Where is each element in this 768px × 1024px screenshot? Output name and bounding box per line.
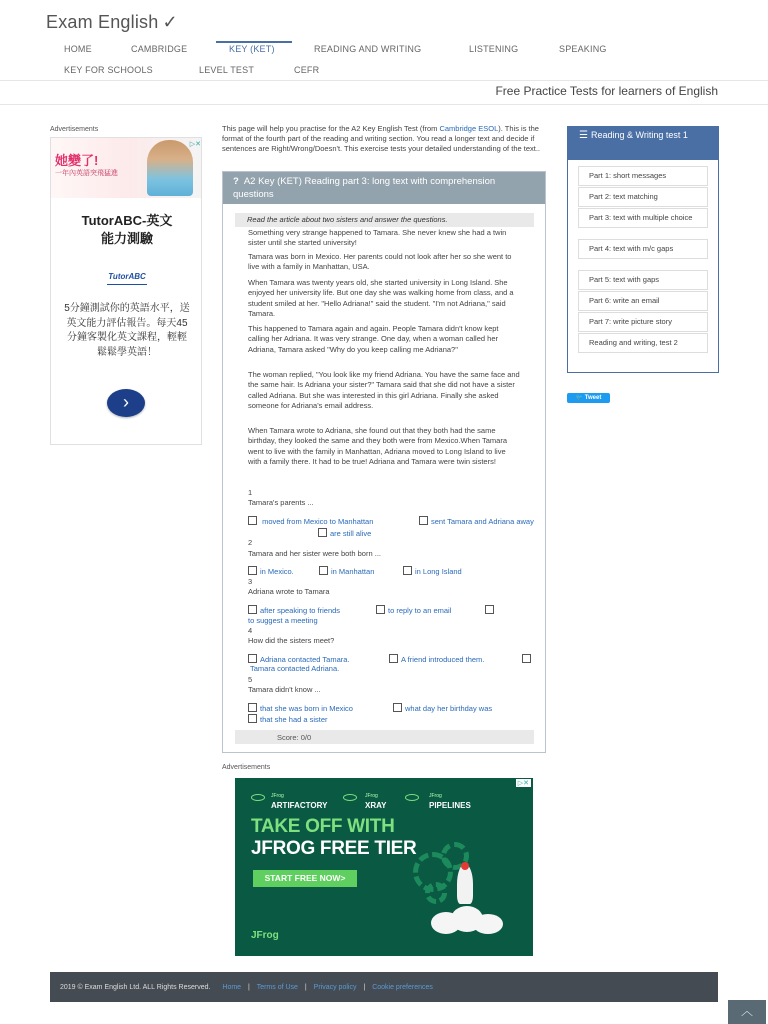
article-paragraph: Tamara was born in Mexico. Her parents could not look after her so she went to live with a family in Manhattan, USA.	[248, 252, 512, 272]
score-display: Score: 0/0	[235, 730, 534, 744]
ad-person-image	[147, 140, 193, 196]
checkbox[interactable]	[485, 605, 494, 614]
smoke-cloud	[473, 914, 503, 934]
nav-level-test[interactable]: LEVEL TEST	[199, 65, 255, 75]
ad-banner-subtext: 一年內英語突飛猛進	[55, 170, 118, 177]
pipelines-icon	[405, 794, 419, 801]
product-label: JFrog XRAY	[365, 793, 387, 810]
checkbox[interactable]	[248, 654, 257, 663]
footer: 2019 © Exam English Ltd. ALL Rights Reserved. Home | Terms of Use | Privacy policy | Cookie preferences	[50, 972, 718, 1002]
question-number: 3	[248, 577, 253, 586]
adchoices-icon[interactable]: ▷✕	[517, 780, 529, 787]
header-divider	[0, 80, 768, 81]
question-text: Adriana wrote to Tamara	[248, 587, 330, 596]
checkbox[interactable]	[419, 516, 428, 525]
nav-home[interactable]: HOME	[64, 44, 92, 54]
footer-link-privacy[interactable]: Privacy policy	[313, 984, 357, 991]
bottom-ad[interactable]	[235, 778, 533, 956]
question-icon: ?	[233, 176, 239, 187]
checkbox[interactable]	[248, 714, 257, 723]
check-icon: ✓	[162, 12, 178, 32]
nav-listening[interactable]: LISTENING	[469, 44, 519, 54]
sidebar-item-part-7[interactable]: Part 7: write picture story	[578, 312, 708, 332]
answer-option[interactable]: to reply to an email	[376, 605, 451, 615]
sidebar-item-part-6[interactable]: Part 6: write an email	[578, 291, 708, 311]
intro-text	[222, 124, 544, 155]
sidebar-test-menu	[567, 126, 719, 373]
xray-icon	[343, 794, 357, 801]
ad-body: 5分鐘測試你的英語水平，送英文能力評估報告。每天45分鐘客製化英文課程，輕輕鬆鬆學英語！	[64, 303, 190, 358]
sidebar-header	[568, 127, 718, 160]
ad-banner-text: 她變了!	[55, 153, 99, 168]
test-instruction: Read the article about two sisters and answer the questions.	[235, 213, 534, 227]
answer-option[interactable]: Adriana contacted Tamara.	[248, 654, 350, 664]
checkbox[interactable]	[389, 654, 398, 663]
answer-option-text[interactable]: Tamara contacted Adriana.	[250, 664, 340, 673]
sidebar-item-part-5[interactable]: Part 5: text with gaps	[578, 270, 708, 290]
start-free-button[interactable]: START FREE NOW>	[253, 870, 357, 887]
rocket-nose	[461, 862, 469, 870]
sidebar-item-part-2[interactable]: Part 2: text matching	[578, 187, 708, 207]
sidebar-item-part-4[interactable]: Part 4: text with m/c gaps	[578, 239, 708, 259]
article-paragraph: When Tamara wrote to Adriana, she found out that they both had the same birthday, they looked the same and they both were from Mexico.When Tamara went to live with the family in Manhattan, Adriana moved to Long Island to live with a family there. It had to be true! Adriana and Tamara were twin sisters!	[248, 426, 508, 466]
article-paragraph: This happened to Tamara again and again. People Tamara didn't know kept calling her Adriana. It was very strange. One day, when a woman called her Adriana, Tamara asked "Why do you keep calling me Adriana?"	[248, 324, 499, 354]
answer-option[interactable]: A friend introduced them.	[389, 654, 484, 664]
answer-option[interactable]	[485, 605, 515, 615]
scroll-to-top-button[interactable]	[728, 1000, 766, 1024]
nav-active-indicator	[216, 41, 292, 43]
list-icon: ☰	[579, 130, 588, 141]
brand-name: Exam English	[46, 12, 159, 32]
product-label: JFrog PIPELINES	[429, 793, 471, 810]
intro-part2: ). This is the format of the fourth part of the reading and writing section. You read a longer text and decide if sentences are Right/Wrong/Doesn't. This exercise tests your detailed understanding of the text..	[222, 124, 540, 154]
tweet-button[interactable]: 🐦 Tweet	[567, 393, 610, 403]
question-number: 5	[248, 675, 253, 684]
checkbox[interactable]	[319, 566, 328, 575]
site-logo[interactable]	[46, 12, 178, 33]
footer-link-home[interactable]: Home	[222, 984, 242, 991]
nav-key-for-schools[interactable]: KEY FOR SCHOOLS	[64, 65, 153, 75]
checkbox[interactable]	[248, 605, 257, 614]
answer-option-text[interactable]: to suggest a meeting	[248, 616, 318, 625]
ad-go-button[interactable]: ›	[107, 389, 145, 417]
footer-link-cookies[interactable]: Cookie preferences	[372, 984, 433, 991]
ad-title-line1: TutorABC-英文	[81, 213, 173, 228]
advertisements-label: Advertisements	[222, 764, 271, 771]
gear-icon	[425, 882, 447, 904]
chevron-up-icon: ︿	[740, 1004, 753, 1018]
answer-option[interactable]: moved from Mexico to Manhattan	[248, 516, 373, 526]
answer-option[interactable]: after speaking to friends	[248, 605, 340, 615]
ad-title	[51, 212, 202, 248]
tutorabc-logo: TutorABC	[108, 272, 146, 281]
product-label: JFrog ARTIFACTORY	[271, 793, 328, 810]
answer-option[interactable]: in Long Island	[403, 566, 462, 576]
adchoices-icon[interactable]: ▷✕	[189, 141, 201, 148]
cambridge-esol-link[interactable]: Cambridge ESOL	[439, 124, 499, 133]
intro-part1: This page will help you practise for the A2 Key English Test (from	[222, 124, 440, 133]
checkbox[interactable]	[393, 703, 402, 712]
article-paragraph: Something very strange happened to Tamara. She never knew she had a twin sister until she started university!	[248, 228, 507, 248]
question-number: 4	[248, 626, 253, 635]
checkbox[interactable]	[318, 528, 327, 537]
ad-title-line2: 能力測驗	[100, 231, 153, 246]
nav-key-ket[interactable]: KEY (KET)	[229, 44, 275, 54]
sidebar-item-test-2[interactable]: Reading and writing, test 2	[578, 333, 708, 353]
question-number: 1	[248, 488, 253, 497]
article-paragraph: When Tamara was twenty years old, she started university in Long Island. She enjoyed her university life. But one day she was walking home from class, and a student smiled at her. "Hello Adriana!" said the student. "I'm not Adriana," said Tamara.	[248, 278, 514, 318]
test-panel	[222, 171, 546, 753]
answer-option[interactable]: sent Tamara and Adriana away	[419, 516, 534, 526]
test-panel-header	[223, 172, 545, 204]
answer-option[interactable]: in Manhattan	[319, 566, 374, 576]
ad-headline: TAKE OFF WITH	[251, 816, 395, 837]
question-text: How did the sisters meet?	[248, 636, 335, 645]
sidebar-item-part-1[interactable]: Part 1: short messages	[578, 166, 708, 186]
copyright: 2019 © Exam English Ltd. ALL Rights Reserved.	[60, 984, 211, 991]
logo-underline	[107, 284, 147, 285]
checkbox[interactable]	[403, 566, 412, 575]
question-text: Tamara and her sister were both born ...	[248, 549, 381, 558]
answer-option[interactable]: are still alive	[318, 528, 371, 538]
answer-option[interactable]: that she had a sister	[248, 714, 328, 724]
footer-link-terms[interactable]: Terms of Use	[256, 984, 298, 991]
nav-cambridge[interactable]: CAMBRIDGE	[131, 44, 188, 54]
checkbox[interactable]	[376, 605, 385, 614]
nav-reading-writing[interactable]: READING AND WRITING	[314, 44, 422, 54]
checkbox[interactable]	[522, 654, 531, 663]
left-ad[interactable]	[50, 137, 202, 445]
test-title: A2 Key (KET) Reading part 3: long text with comprehension questions	[233, 176, 496, 200]
article-paragraph: The woman replied, "You look like my friend Adriana. You have the same face and the same hair. Is Adriana your sister?" Tamara said that she did not have a sister called Adriana. But she was interested in this girl Adriana. Finally she asked someone for Adriana's email address.	[248, 370, 520, 410]
checkbox[interactable]	[248, 566, 257, 575]
artifactory-icon	[251, 794, 265, 801]
sidebar-title: Reading & Writing test 1	[590, 130, 688, 140]
ad-banner[interactable]	[51, 138, 202, 198]
tagline: Free Practice Tests for learners of English	[495, 84, 718, 98]
checkbox[interactable]	[248, 516, 257, 525]
question-number: 2	[248, 538, 253, 547]
answer-option[interactable]: that she was born in Mexico	[248, 703, 353, 713]
rocket-icon	[457, 864, 473, 904]
nav-cefr[interactable]: CEFR	[294, 65, 320, 75]
twitter-icon: 🐦	[575, 395, 584, 401]
ad-headline: JFROG FREE TIER	[251, 838, 417, 859]
answer-option[interactable]: what day her birthday was	[393, 703, 492, 713]
answer-option[interactable]	[522, 654, 536, 664]
sidebar-item-part-3[interactable]: Part 3: text with multiple choice	[578, 208, 708, 228]
question-text: Tamara didn't know ...	[248, 685, 321, 694]
question-text: Tamara's parents ...	[248, 498, 314, 507]
jfrog-logo: JFrog	[251, 930, 279, 941]
subheader-divider	[0, 104, 768, 105]
nav-speaking[interactable]: SPEAKING	[559, 44, 607, 54]
advertisements-label: Advertisements	[50, 126, 99, 133]
answer-option[interactable]: in Mexico.	[248, 566, 294, 576]
checkbox[interactable]	[248, 703, 257, 712]
